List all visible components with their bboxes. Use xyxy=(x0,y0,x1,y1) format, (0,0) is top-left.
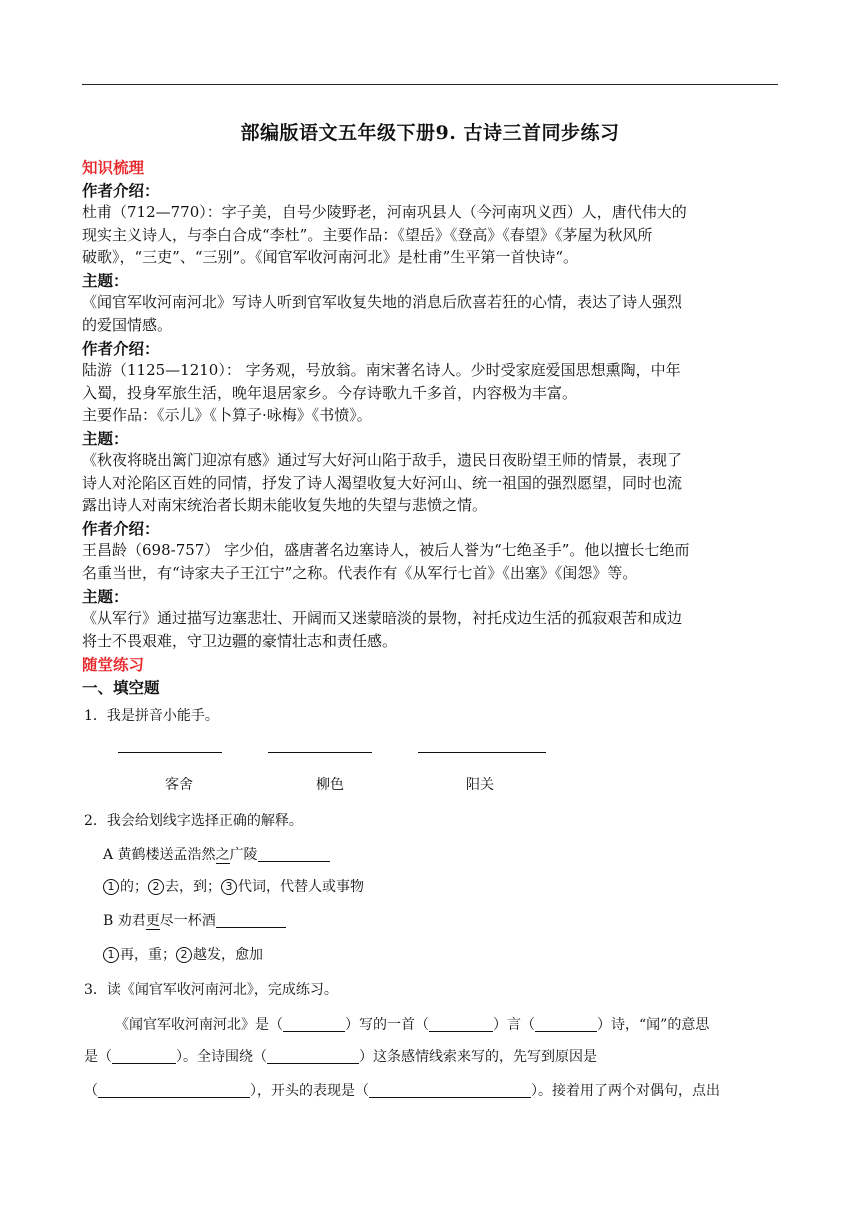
option-2b-2: 越发，愈加 xyxy=(193,947,263,963)
circled-number-1: 1 xyxy=(103,879,119,895)
theme-label-2: 主题： xyxy=(82,430,129,448)
question-2: 2．我会给划线字选择正确的解释。 xyxy=(84,813,303,829)
author-label-dufu: 作者介绍： xyxy=(82,182,160,200)
text-line: 的爱国情感。 xyxy=(82,315,173,334)
answer-blank-poet[interactable] xyxy=(283,1015,345,1032)
circled-number-3: 3 xyxy=(221,879,237,895)
author-label-wangchangling: 作者介绍： xyxy=(82,520,160,538)
pinyin-word-2: 柳色 xyxy=(316,777,344,793)
text-line: 《闻官军收河南河北》写诗人听到官军收复失地的消息后欣喜若狂的心情，表达了诗人强烈 xyxy=(82,293,683,311)
pinyin-blank-3[interactable] xyxy=(418,752,546,753)
section-heading-knowledge: 知识梳理 xyxy=(82,159,145,177)
theme-text-2 xyxy=(82,449,780,517)
theme-label-3: 主题： xyxy=(82,588,129,606)
question-2a-suffix: 广陵 xyxy=(229,847,258,863)
text-fragment: ）。接着用了两个对偶句，点出 xyxy=(531,1083,720,1099)
answer-blank-reason[interactable] xyxy=(98,1081,250,1098)
circled-number-1: 1 xyxy=(103,947,119,963)
question-2a xyxy=(103,844,330,864)
underlined-char-geng: 更 xyxy=(145,913,160,929)
author-intro-wangchangling xyxy=(82,539,780,584)
underlined-char-zhi: 之 xyxy=(215,847,230,863)
text-line: 杜甫（712—770）：字子美，自号少陵野老，河南巩县人（今河南巩义西）人，唐代伟大的 xyxy=(82,203,687,221)
option-2a-2: 去，到； xyxy=(165,879,221,895)
text-fragment: （ xyxy=(84,1083,98,1099)
answer-blank-2b[interactable] xyxy=(216,911,286,928)
option-2a-3: 代词，代替人或事物 xyxy=(238,879,364,895)
option-2b-1: 再，重； xyxy=(120,947,176,963)
question-2b-suffix: 尽一杯酒 xyxy=(159,913,216,929)
question-2b-prefix: B 劝君 xyxy=(103,913,146,929)
answer-blank-2a[interactable] xyxy=(258,845,330,862)
circled-number-2: 2 xyxy=(148,879,164,895)
option-2a-1: 的； xyxy=(120,879,148,895)
text-fragment: ）言（ xyxy=(493,1017,535,1033)
text-line: 主要作品：《示儿》《卜算子·咏梅》《书愤》。 xyxy=(82,406,372,425)
text-fragment: 《闻官军收河南河北》是（ xyxy=(115,1017,283,1033)
page-title: 部编版语文五年级下册9. 古诗三首同步练习 xyxy=(240,122,620,144)
question-2b xyxy=(103,910,286,930)
answer-blank-meaning[interactable] xyxy=(112,1047,176,1064)
options-2a xyxy=(103,876,364,896)
text-line: 入蜀，投身军旅生活，晚年退居家乡。今存诗歌九千多首，内容极为丰富。 xyxy=(82,383,578,402)
answer-blank-emotion[interactable] xyxy=(267,1047,359,1064)
author-label-luyou: 作者介绍： xyxy=(82,340,160,358)
text-fragment: ）。全诗围绕（ xyxy=(176,1049,267,1065)
text-line: 将士不畏艰难，守卫边疆的豪情壮志和责任感。 xyxy=(82,631,398,650)
question-2a-prefix: A 黄鹤楼送孟浩然 xyxy=(103,847,216,863)
circled-number-2: 2 xyxy=(176,947,192,963)
text-line: 王昌龄（698-757） 字少伯，盛唐著名边塞诗人，被后人誉为“七绝圣手”。他以擅长七绝而 xyxy=(82,541,690,559)
question-3: 3．读《闻官军收河南河北》，完成练习。 xyxy=(84,982,338,998)
text-fragment: 是（ xyxy=(84,1049,112,1065)
text-line: 《从军行》通过描写边塞悲壮、开阔而又迷蒙暗淡的景物，衬托戍边生活的孤寂艰苦和成边 xyxy=(82,609,683,627)
author-intro-dufu xyxy=(82,201,780,269)
author-intro-luyou xyxy=(82,359,780,427)
text-line: 诗人对沦陷区百姓的同情，抒发了诗人渴望收复大好河山、统一祖国的强烈愿望，同时也流 xyxy=(82,473,683,492)
text-fragment: ）这条感情线索来写的，先写到原因是 xyxy=(359,1049,597,1065)
section-heading-practice: 随堂练习 xyxy=(82,656,145,674)
answer-blank-number[interactable] xyxy=(429,1015,493,1032)
question-3-line-2 xyxy=(84,1046,597,1066)
text-fragment: ）诗，“闻”的意思 xyxy=(597,1017,710,1033)
options-2b xyxy=(103,944,263,964)
pinyin-blank-1[interactable] xyxy=(118,752,222,753)
text-line: 陆游（1125—1210）： 字务观，号放翁。南宋著名诗人。少时受家庭爱国思想熏陶，中年 xyxy=(82,361,681,379)
text-line: 破歌》，“三吏”、“三别”。《闻官军收河南河北》是杜甫”生平第一首快诗“。 xyxy=(82,248,579,267)
text-line: 现实主义诗人，与李白合成“李杜”。主要作品：《望岳》《登高》《春望》《茅屋为秋风所 xyxy=(82,225,653,244)
answer-blank-expression[interactable] xyxy=(369,1081,531,1098)
answer-blank-genre[interactable] xyxy=(535,1015,597,1032)
header-rule xyxy=(82,84,778,85)
pinyin-word-3: 阳关 xyxy=(466,777,494,793)
text-line: 露出诗人对南宋统治者长期未能收复失地的失望与悲愤之情。 xyxy=(82,496,488,515)
text-fragment: ），开头的表现是（ xyxy=(250,1083,369,1099)
theme-text-1 xyxy=(82,291,780,336)
question-3-line-3 xyxy=(84,1080,720,1100)
theme-text-3 xyxy=(82,607,780,652)
part-heading-fill-blank: 一、填空题 xyxy=(82,679,160,697)
pinyin-blank-2[interactable] xyxy=(268,752,372,753)
text-line: 名重当世，有“诗家夫子王江宁”之称。代表作有《从军行七首》《出塞》《闺怨》等。 xyxy=(82,563,638,582)
text-fragment: ）写的一首（ xyxy=(345,1017,429,1033)
pinyin-word-1: 客舍 xyxy=(165,777,193,793)
text-line: 《秋夜将晓出篱门迎凉有感》通过写大好河山陷于敌手，遗民日夜盼望王师的情景，表现了 xyxy=(82,451,683,469)
question-3-line-1 xyxy=(115,1014,709,1034)
theme-label-1: 主题： xyxy=(82,272,129,290)
question-1: 1．我是拼音小能手。 xyxy=(84,708,219,724)
